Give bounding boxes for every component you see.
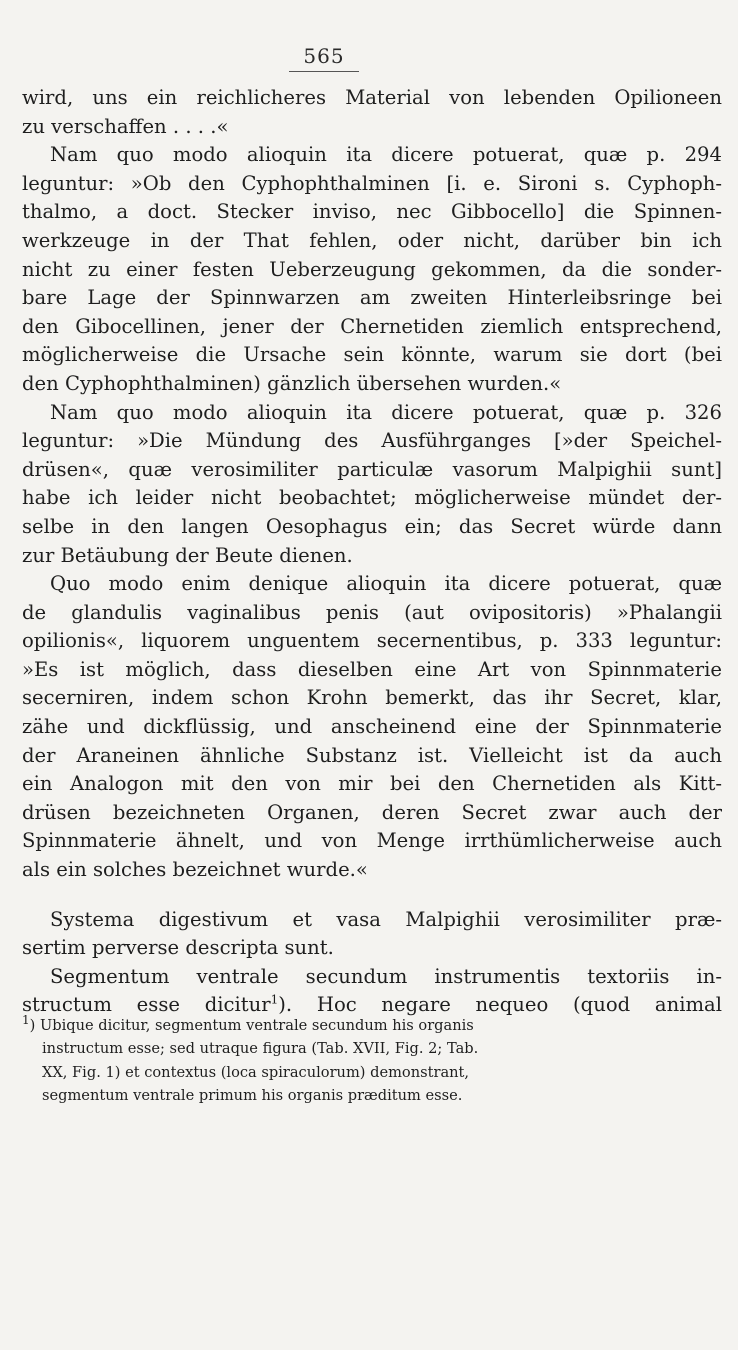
text-line: Nam quo modo alioquin ita dicere potuerat, quæ p. 294 — [50, 143, 722, 167]
text-line: als ein solches bezeichnet wurde.« — [22, 858, 368, 882]
text-line: habe ich leider nicht beobachtet; möglicherweise mündet der- — [22, 486, 722, 510]
text-line: zähe und dickflüssig, und anscheinend eine der Spinnmaterie — [22, 715, 722, 739]
text-line: Systema digestivum et vasa Malpighii verosimiliter præ- — [50, 907, 722, 931]
footnote-line: instructum esse; sed utraque figura (Tab. XVII, Fig. 2; Tab. — [42, 1040, 479, 1058]
footnote-marker: 1 — [22, 1013, 30, 1028]
page-number-rule — [289, 71, 359, 72]
text-line: »Es ist möglich, dass dieselben eine Art von Spinnmaterie — [22, 657, 722, 681]
main-text — [22, 84, 722, 1020]
text-line: drüsen«, quæ verosimiliter particulæ vasorum Malpighii sunt] — [22, 457, 722, 481]
text-line: Nam quo modo alioquin ita dicere potuerat, quæ p. 326 — [50, 400, 722, 424]
text-line: den Gibocellinen, jener der Chernetiden ziemlich entsprechend, — [22, 314, 722, 338]
text-line: der Araneinen ähnliche Substanz ist. Vielleicht ist da auch — [22, 743, 722, 767]
text-line: secerniren, indem schon Krohn bemerkt, das ihr Secret, klar, — [22, 686, 722, 710]
text-line: selbe in den langen Oesophagus ein; das Secret würde dann — [22, 514, 722, 538]
text-line: werkzeuge in der That fehlen, oder nicht, darüber bin ich — [22, 228, 722, 252]
footnote-line: segmentum ventrale primum his organis præditum esse. — [42, 1087, 463, 1105]
footnote-line: XX, Fig. 1) et contextus (loca spiraculorum) demonstrant, — [42, 1063, 470, 1081]
text-line: nicht zu einer festen Ueberzeugung gekommen, da die sonder- — [22, 257, 722, 281]
text-line: leguntur: »Ob den Cyphophthalminen [i. e. Sironi s. Cyphoph- — [22, 171, 722, 195]
text-line: de glandulis vaginalibus penis (aut ovipositoris) »Phalangii — [22, 600, 722, 624]
paragraph-gap — [22, 885, 722, 906]
text-line: leguntur: »Die Mündung des Ausführganges [»der Speichel- — [22, 429, 722, 453]
page-number: 565 — [303, 44, 345, 68]
text-fragment: ). Hoc negare nequeo (quod animal — [278, 993, 723, 1017]
text-line: den Cyphophthalminen) gänzlich übersehen wurden.« — [22, 371, 562, 395]
text-line: Segmentum ventrale secundum instrumentis textoriis in- — [50, 964, 722, 988]
footnote-reference[interactable]: 1 — [270, 992, 279, 1007]
footnote-line — [22, 1014, 722, 1037]
footnote-text: ) Ubique dicitur, segmentum ventrale secundum his organis — [29, 1017, 474, 1034]
text-line: sertim perverse descripta sunt. — [22, 936, 334, 960]
text-line: thalmo, a doct. Stecker inviso, nec Gibbocello] die Spinnen- — [22, 200, 722, 224]
text-line: möglicherweise die Ursache sein könnte, warum sie dort (bei — [22, 343, 722, 367]
text-line: wird, uns ein reichlicheres Material von lebenden Opilioneen — [22, 86, 722, 109]
text-line: zur Betäubung der Beute dienen. — [22, 543, 353, 567]
text-line: zu verschaffen . . . .« — [22, 114, 229, 138]
text-line: Spinnmaterie ähnelt, und von Menge irrthümlicherweise auch — [22, 829, 722, 853]
text-fragment: structum esse dicitur — [22, 993, 271, 1017]
text-line: opilionis«, liquorem unguentem secernentibus, p. 333 leguntur: — [22, 629, 722, 653]
footnote — [22, 1014, 722, 1108]
text-line: drüsen bezeichneten Organen, deren Secret zwar auch der — [22, 800, 722, 824]
text-line: ein Analogon mit den von mir bei den Chernetiden als Kitt- — [22, 772, 722, 796]
text-line: bare Lage der Spinnwarzen am zweiten Hinterleibsringe bei — [22, 286, 722, 310]
text-line: Quo modo enim denique alioquin ita dicere potuerat, quæ — [50, 572, 722, 596]
